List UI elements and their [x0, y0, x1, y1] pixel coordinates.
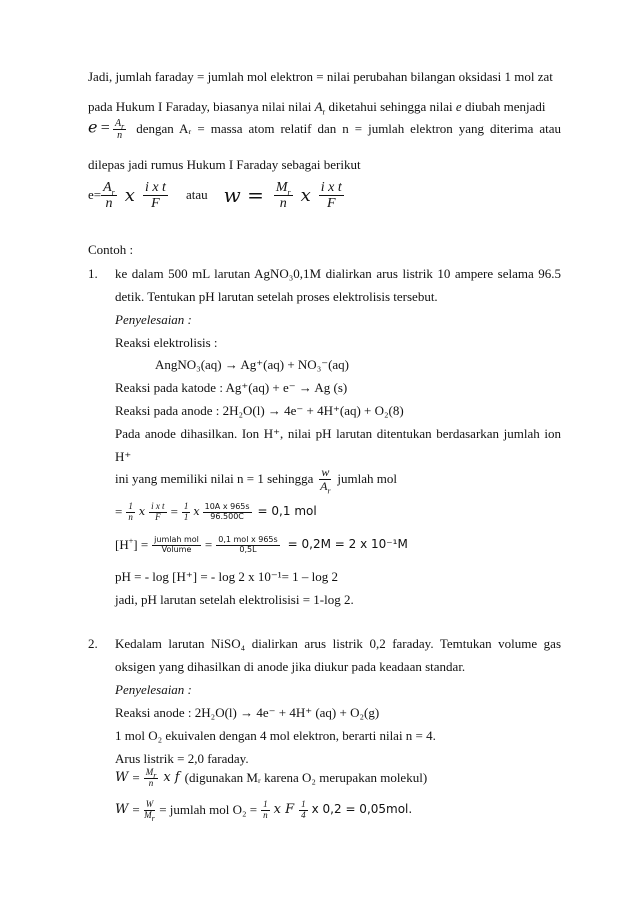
- item-2-last-a: = jumlah mol O₂ =: [159, 801, 258, 817]
- formula-e: e=: [88, 187, 102, 203]
- intro-line-2-b: diketahui sehingga nilai: [325, 99, 456, 114]
- item-1-solution-label: Penyelesaian :: [115, 312, 192, 327]
- intro-line-2-a: pada Hukum I Faraday, biasanya nilai nilai: [88, 99, 315, 114]
- item-1-conc-result: = 0,2M = 2 x 10⁻¹M: [287, 537, 408, 552]
- item-1-mol-line-b: jumlah mol: [337, 471, 397, 487]
- intro-var-a: A: [314, 99, 323, 114]
- item-1-anode-text-1: Pada anode dihasilkan. Ion H⁺, nilai pH larutan ditentukan berdasarkan jumlah ion: [115, 426, 561, 441]
- item-1-cathode: Reaksi pada katode : Ag⁺(aq) + e⁻ → Ag (s): [115, 380, 348, 395]
- item-1-reaction-eq: AngNO₃(aq) → Ag⁺(aq) + NO₃⁻(aq): [155, 357, 350, 372]
- formula-e-frac1: $\frac{A_r}{n}$: [103, 180, 115, 212]
- item-1-reaction-title: Reaksi elektrolisis :: [115, 335, 218, 350]
- item-1-conc-fraction-1: $\frac{\text{jumlah mol}}{\text{Volume}}$: [154, 535, 199, 554]
- e-formula: e = $\frac{A_r}{n}$: [88, 117, 125, 141]
- item-2-last-line: W = $\frac{W}{M_r}$ = jumlah mol O₂ = $\frac{1}{n}$ x F $\frac{1}{4}$ x 0,2 = 0,05mol.: [115, 799, 413, 823]
- formula-w-frac1: $\frac{M_r}{n}$: [275, 180, 291, 212]
- item-1-ph-line: pH = - log [H⁺] = - log 2 x 10⁻¹= 1 – log 2: [115, 569, 339, 584]
- item-2-anode: Reaksi anode : 2H₂O(l) → 4e⁻ + 4H⁺ (aq) + O₂(g): [115, 705, 380, 720]
- item-1-mol-line-a: ini yang memiliki nilai n = 1 sehingga: [115, 471, 314, 487]
- item-1-mol-line: [115, 465, 397, 496]
- item-1-anode: Reaksi pada anode : 2H₂O(l) → 4e⁻ + 4H⁺(aq) + O₂(8): [115, 403, 404, 418]
- item-2-w-note: (digunakan Mᵣ karena O₂ merupakan molekul): [184, 769, 428, 785]
- item-2-line-2: oksigen yang dihasilkan di anode jika diukur pada keadaan standar.: [115, 659, 466, 674]
- item-1-line-2: detik. Tentukan pH larutan setelah proses elektrolisis tersebut.: [115, 289, 438, 304]
- formula-e-frac2: $\frac{\text{i x t}}{F}$: [144, 180, 166, 212]
- formula-w-frac2: $\frac{\text{i x t}}{F}$: [320, 180, 342, 212]
- item-2-w-formula: W = $\frac{M_r}{n}$ x f (digunakan Mᵣ karena O₂ merupakan molekul): [115, 767, 428, 788]
- item-2-current: Arus listrik = 2,0 faraday.: [115, 751, 249, 766]
- item-1-w-ar-fraction: $\frac{w}{A_r}$: [320, 465, 331, 496]
- item-2-solution-label: Penyelesaian :: [115, 682, 192, 697]
- faraday-formulas: e= $\frac{A_r}{n}$ x $\frac{\text{i x t}}{F}$ atau w = $\frac{M_r}{n}$ x $\frac{\text{i x t}}{F}$: [88, 180, 342, 212]
- item-1-conc-fraction-2: $\frac{\text{0,1 mol x 965s}}{0,5L}$: [218, 535, 278, 554]
- item-1-concentration: [H+] = $\frac{\text{jumlah mol}}{\text{Volume}}$ = $\frac{\text{0,1 mol x 965s}}{0,5L}$ = 0,2M = 2 x 10⁻¹M: [115, 535, 408, 554]
- formula-w: w =: [223, 183, 264, 208]
- intro-line-2-c: diubah menjadi: [461, 99, 546, 114]
- formula-or: atau: [185, 187, 208, 203]
- item-2-number: 2.: [88, 636, 98, 651]
- item-1-calc-fraction: $\frac{\text{10A x 965s}}{96.500C}$: [204, 502, 250, 521]
- item-1-conclusion: jadi, pH larutan setelah elektrolisisi = 1-log 2.: [115, 592, 354, 607]
- intro-var-e: e: [455, 99, 462, 114]
- item-2-equivalence: 1 mol O₂ ekuivalen dengan 4 mol elektron, berarti nilai n = 4.: [115, 728, 436, 743]
- example-heading: Contoh :: [88, 242, 134, 257]
- intro-line-3: [88, 118, 561, 141]
- item-1-number: 1.: [88, 266, 98, 281]
- intro-var-sub: r: [322, 107, 326, 117]
- item-1-calc-result: = 0,1 mol: [257, 504, 317, 519]
- intro-line-1: Jadi, jumlah faraday = jumlah mol elektron = nilai perubahan bilangan oksidasi 1 mol zat: [88, 69, 553, 84]
- item-1-calc: = $\frac{1}{n}$ x $\frac{\text{i x t}}{F}$ = $\frac{1}{1}$ x $\frac{\text{10A x 965s}}{96.500C}$ = 0,1 mol: [115, 501, 317, 522]
- item-1-anode-text-2: H⁺: [115, 449, 132, 464]
- item-2-line-1: Kedalam larutan NiSO₄ dialirkan arus listrik 0,2 faraday. Temtukan volume gas: [115, 636, 561, 651]
- intro-line-2: [88, 100, 545, 115]
- intro-line-4: dilepas jadi rumus Hukum I Faraday sebagai berikut: [88, 157, 361, 172]
- intro-line-3-text: dengan Aᵣ = massa atom relatif dan n = jumlah elektron yang diterima atau: [136, 121, 561, 137]
- item-2-last-result: x 0,2 = 0,05mol.: [311, 802, 413, 817]
- item-1-line-1: ke dalam 500 mL larutan AgNO₃0,1M dialirkan arus listrik 10 ampere selama 96.5: [115, 266, 561, 281]
